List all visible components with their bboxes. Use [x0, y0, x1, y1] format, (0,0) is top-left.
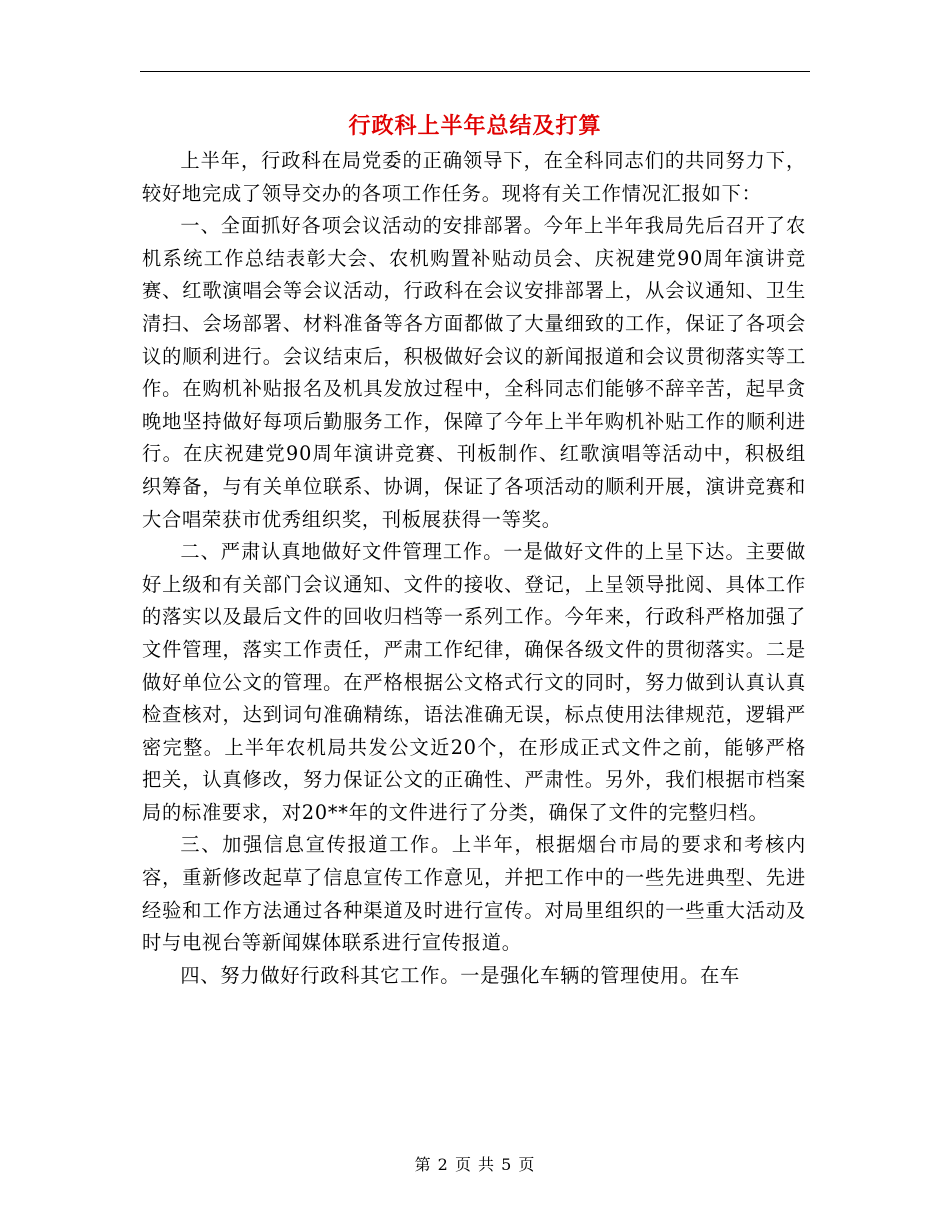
paragraph-section-2: 二、严肃认真地做好文件管理工作。一是做好文件的上呈下达。主要做好上级和有关部门会议通知、文件的接收、登记，上呈领导批阅、具体工作的落实以及最后文件的回收归档等一系列工作。今年来，行政科严格加强了文件管理，落实工作责任，严肃工作纪律，确保各级文件的贯彻落实。二是做好单位公文的管理。在严格根据公文格式行文的同时，努力做到认真认真检查核对，达到词句准确精练，语法准确无误，标点使用法律规范，逻辑严密完整。上半年农机局共发公文近20个，在形成正式文件之前，能够严格把关，认真修改，努力保证公文的正确性、严肃性。另外，我们根据市档案局的标准要求，对20**年的文件进行了分类，确保了文件的完整归档。	[142, 540, 806, 824]
document-title: 行政科上半年总结及打算	[348, 113, 602, 139]
paragraph-section-4: 四、努力做好行政科其它工作。一是强化车辆的管理使用。在车	[180, 963, 741, 987]
paragraph-section-1: 一、全面抓好各项会议活动的安排部署。今年上半年我局先后召开了农机系统工作总结表彰大会、农机购置补贴动员会、庆祝建党90周年演讲竞赛、红歌演唱会等会议活动，行政科在会议安排部署上，从会议通知、卫生清扫、会场部署、材料准备等各方面都做了大量细致的工作，保证了各项会议的顺利进行。会议结束后，积极做好会议的新闻报道和会议贯彻落实等工作。在购机补贴报名及机具发放过程中，全科同志们能够不辞辛苦，起早贪晚地坚持做好每项后勤服务工作，保障了今年上半年购机补贴工作的顺利进行。在庆祝建党90周年演讲竞赛、刊板制作、红歌演唱等活动中，积极组织筹备，与有关单位联系、协调，保证了各项活动的顺利开展，演讲竞赛和大合唱荣获市优秀组织奖，刊板展获得一等奖。	[142, 214, 806, 531]
paragraph-section-3: 三、加强信息宣传报道工作。上半年，根据烟台市局的要求和考核内容，重新修改起草了信息宣传工作意见，并把工作中的一些先进典型、先进经验和工作方法通过各种渠道及时进行宣传。对局里组织的一些重大活动及时与电视台等新闻媒体联系进行宣传报道。	[142, 833, 806, 955]
document-body	[142, 145, 806, 992]
page-number-footer: 第 2 页 共 5 页	[414, 1155, 536, 1174]
paragraph-intro: 上半年，行政科在局党委的正确领导下，在全科同志们的共同努力下，较好地完成了领导交办的各项工作任务。现将有关工作情况汇报如下：	[142, 149, 806, 205]
header-rule	[140, 71, 810, 72]
